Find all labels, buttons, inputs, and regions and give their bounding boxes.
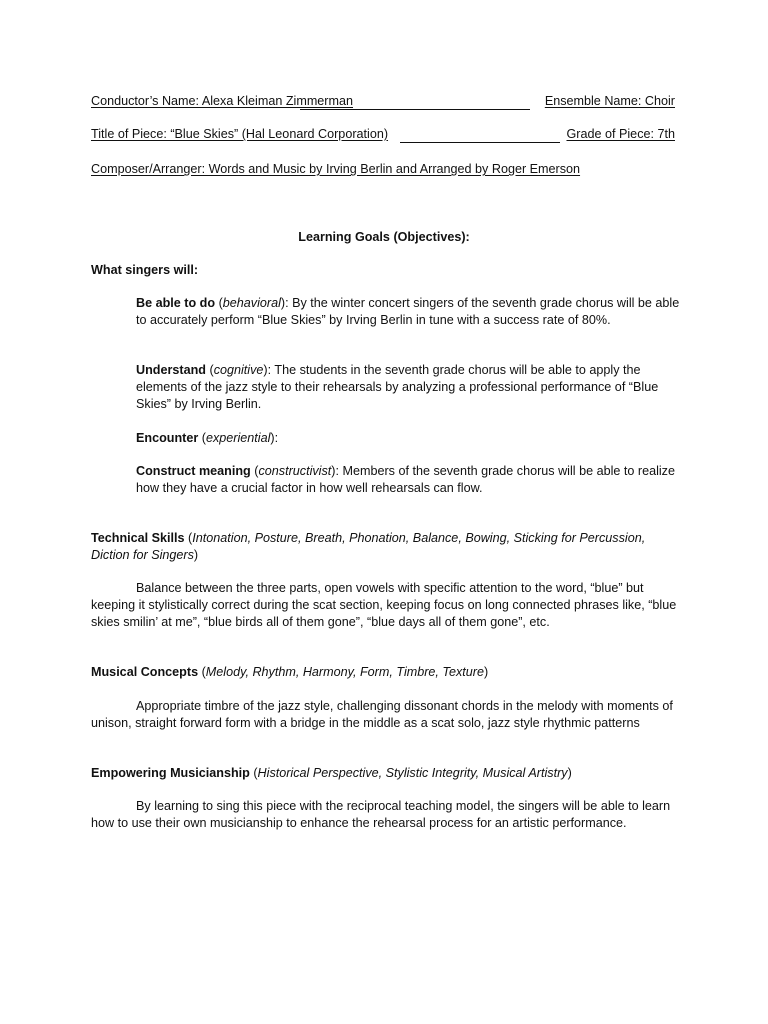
title-underline-filler bbox=[400, 125, 560, 143]
goal-close: ): bbox=[263, 363, 275, 377]
technical-skills-body: Balance between the three parts, open vowels with specific attention to the word, “blue” but keeping it stylistically correct during the scat section, keeping focus on long connected phrases like, “blue skies smilin’ at me”, “blue birds all of them gone”, “blue days all of them gone”, etc. bbox=[91, 581, 677, 629]
goal-close: ): bbox=[331, 464, 343, 478]
goal-label: Be able to do bbox=[136, 296, 216, 310]
conductor-underline-filler bbox=[300, 92, 530, 110]
goal-label: Understand bbox=[136, 363, 206, 377]
goal-open: ( bbox=[250, 464, 259, 478]
goal-close: ): bbox=[280, 296, 293, 310]
goal-cognitive bbox=[136, 362, 684, 413]
section-topics: Historical Perspective, Stylistic Integrity, Musical Artistry bbox=[257, 766, 568, 780]
section-label: Musical Concepts bbox=[91, 665, 199, 679]
section-topics: Intonation, Posture, Breath, Phonation, Balance, Bowing, Sticking for Percussion, Diction for Singers bbox=[91, 531, 646, 562]
goal-open: ( bbox=[198, 431, 206, 445]
goal-type: experiential bbox=[205, 431, 271, 445]
section-topics: Melody, Rhythm, Harmony, Form, Timbre, Texture bbox=[205, 665, 484, 679]
goal-behavioral bbox=[136, 295, 684, 329]
goal-label: Encounter bbox=[136, 431, 199, 445]
goal-type: behavioral bbox=[222, 296, 281, 310]
goal-open: ( bbox=[215, 296, 223, 310]
ensemble-name: Ensemble Name: Choir bbox=[544, 94, 675, 108]
piece-grade: Grade of Piece: 7th bbox=[566, 127, 675, 141]
composer-arranger: Composer/Arranger: Words and Music by Irving Berlin and Arranged by Roger Emerson bbox=[91, 162, 581, 176]
section-open: ( bbox=[198, 665, 206, 679]
conductor-name: Conductor’s Name: Alexa Kleiman Zimmerman bbox=[91, 94, 354, 108]
section-label: Technical Skills bbox=[91, 531, 185, 545]
section-open: ( bbox=[249, 766, 258, 780]
section-label: Empowering Musicianship bbox=[91, 766, 250, 780]
musical-concepts-body: Appropriate timbre of the jazz style, challenging dissonant chords in the melody with moments of unison, straight forward form with a bridge in the middle as a scat solo, jazz style rhythmic patterns bbox=[91, 699, 673, 730]
learning-goals-heading: Learning Goals (Objectives): bbox=[298, 230, 470, 244]
section-close: ) bbox=[193, 548, 199, 562]
piece-title: Title of Piece: “Blue Skies” (Hal Leonard Corporation) bbox=[91, 127, 389, 141]
technical-skills-heading bbox=[91, 530, 681, 564]
goal-text: By the winter concert singers of the seventh grade chorus will be able to accurately perform “Blue Skies” by Irving Berlin in tune with a success rate of 80%. bbox=[136, 296, 680, 327]
section-open: ( bbox=[184, 531, 193, 545]
goal-text: The students in the seventh grade chorus will be able to apply the elements of the jazz style to their rehearsals by analyzing a professional performance of “Blue Skies” by Irving Berlin. bbox=[136, 363, 659, 411]
goal-type: cognitive bbox=[213, 363, 264, 377]
section-close: ) bbox=[483, 665, 489, 679]
singers-intro: What singers will: bbox=[91, 263, 199, 277]
goal-experiential bbox=[136, 430, 684, 447]
goal-text: Members of the seventh grade chorus will be able to realize how they have a crucial factor in how well rehearsals can flow. bbox=[136, 464, 675, 495]
section-close: ) bbox=[567, 766, 572, 780]
musical-concepts-heading bbox=[91, 664, 681, 681]
empowering-musicianship-body: By learning to sing this piece with the reciprocal teaching model, the singers will be able to learn how to use their own musicianship to enhance the rehearsal process for an artistic performance. bbox=[91, 799, 671, 830]
goal-label: Construct meaning bbox=[136, 464, 251, 478]
goal-type: constructivist bbox=[258, 464, 332, 478]
goal-constructivist bbox=[136, 463, 684, 497]
goal-close: ): bbox=[270, 431, 279, 445]
empowering-musicianship-heading bbox=[91, 765, 681, 782]
goal-open: ( bbox=[205, 363, 214, 377]
